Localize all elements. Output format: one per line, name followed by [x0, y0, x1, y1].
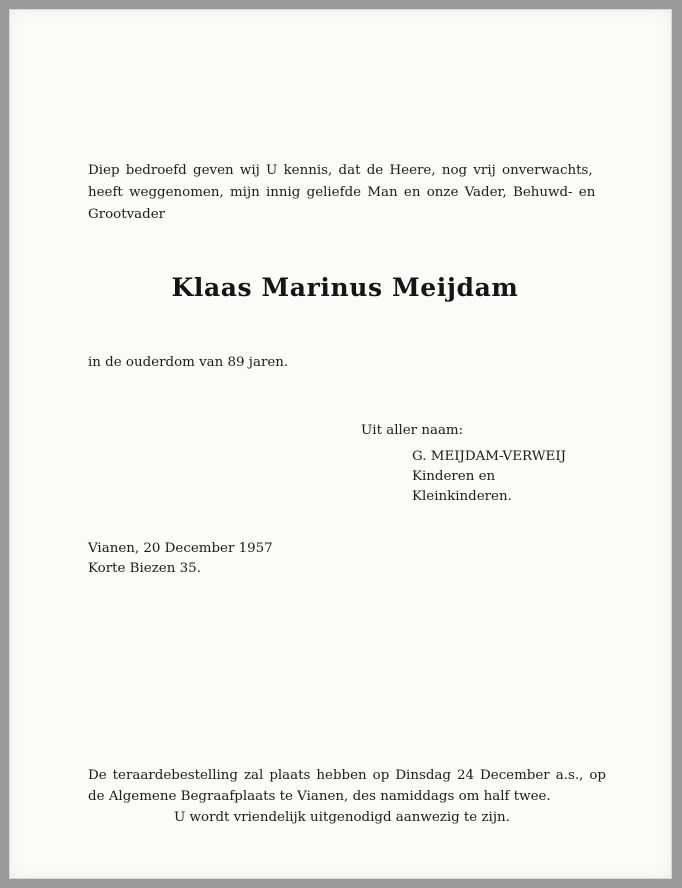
death-notice-card	[9, 9, 672, 879]
age-statement: in de ouderdom van 89 jaren.	[88, 355, 289, 370]
announcement-line: Grootvader	[88, 207, 166, 222]
signatory: Kleinkinderen.	[412, 489, 512, 504]
address: Korte Biezen 35.	[88, 561, 201, 576]
city-date: Vianen, 20 December 1957	[88, 541, 273, 556]
funeral-line: de Algemene Begraafplaats te Vianen, des namiddags om half twee.	[88, 789, 551, 804]
invitation-line: U wordt vriendelijk uitgenodigd aanwezig te zijn.	[174, 810, 510, 825]
deceased-name: Klaas Marinus Meijdam	[171, 273, 519, 302]
signatory: Kinderen en	[412, 469, 496, 484]
signatory: G. MEIJDAM-VERWEIJ	[412, 449, 566, 464]
place-and-date	[88, 539, 273, 579]
announcement-line: heeft weggenomen, mijn innig geliefde Man en onze Vader, Behuwd- en	[88, 185, 596, 200]
signatories-list	[412, 447, 566, 507]
announcement-line: Diep bedroefd geven wij U kennis, dat de Heere, nog vrij onverwachts,	[88, 163, 593, 178]
signatories-heading: Uit aller naam:	[361, 423, 464, 438]
funeral-details	[88, 765, 606, 828]
funeral-line: De teraardebestelling zal plaats hebben op Dinsdag 24 December a.s., op	[88, 768, 606, 783]
announcement-paragraph	[88, 160, 598, 226]
